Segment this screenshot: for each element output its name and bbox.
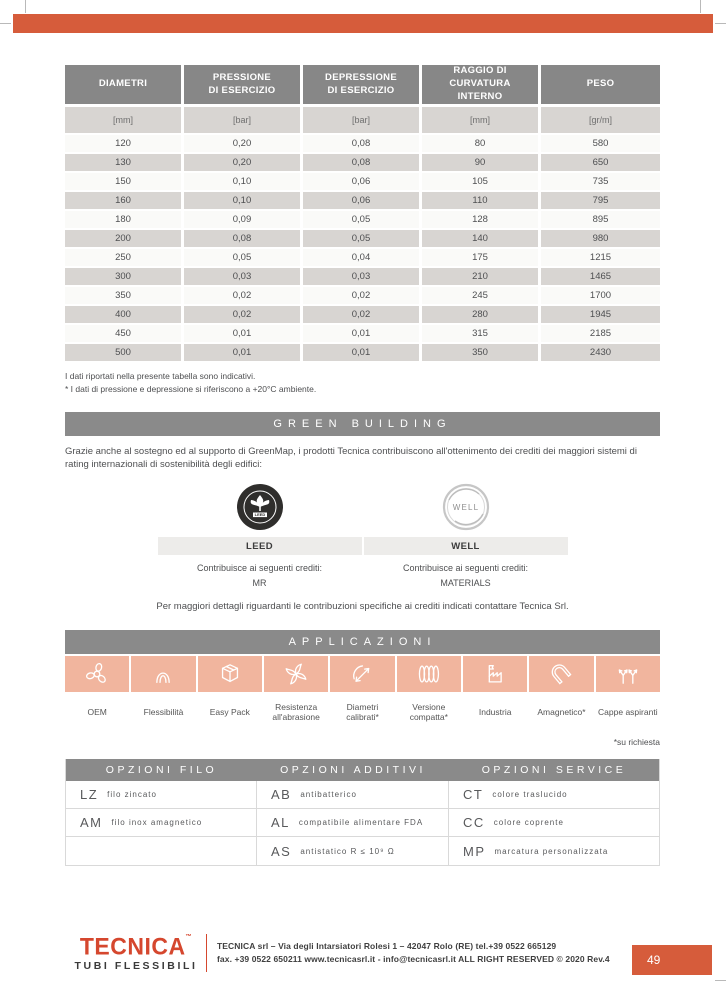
flexibility-arc-icon (131, 656, 195, 692)
option-code: AS (271, 843, 292, 859)
table-cell: 0,20 (184, 135, 303, 154)
application-label: Resistenza all'abrasione (264, 692, 328, 732)
leed-column (157, 481, 363, 588)
application-item (397, 656, 461, 732)
table-cell: 650 (541, 154, 660, 173)
application-label: Amagnetico* (529, 692, 593, 732)
table-cell: 0,10 (184, 192, 303, 211)
table-cell: 315 (422, 325, 541, 344)
table-row (65, 230, 660, 249)
table-cell: 110 (422, 192, 541, 211)
col-header-pressione: PRESSIONE DI ESERCIZIO (184, 65, 303, 107)
col-header-diametri: DIAMETRI (65, 65, 184, 107)
application-item (264, 656, 328, 732)
options-column-title: OPZIONI FILO (66, 759, 257, 781)
application-item (330, 656, 394, 732)
option-cell (257, 809, 449, 837)
table-cell: 120 (65, 135, 184, 154)
table-row (65, 192, 660, 211)
application-label: Versione compatta* (397, 692, 461, 732)
unit-cell: [gr/m] (541, 107, 660, 135)
table-cell: 250 (65, 249, 184, 268)
factory-icon (463, 656, 527, 692)
table-cell: 2430 (541, 344, 660, 363)
crop-mark (700, 0, 701, 13)
option-code: CC (463, 815, 485, 831)
option-description: colore coprente (493, 818, 564, 828)
trademark-symbol: ™ (185, 933, 193, 941)
certification-badges (65, 481, 660, 588)
table-cell: 0,02 (184, 287, 303, 306)
unit-cell: [mm] (422, 107, 541, 135)
option-cell (66, 781, 257, 809)
table-cell: 140 (422, 230, 541, 249)
table-cell: 0,02 (303, 306, 422, 325)
tecnica-logo (74, 931, 198, 972)
application-item (65, 656, 129, 732)
option-cell (257, 781, 449, 809)
table-cell: 0,01 (303, 344, 422, 363)
well-credits: MATERIALS (440, 578, 491, 589)
table-cell: 0,08 (184, 230, 303, 249)
unit-cell: [bar] (184, 107, 303, 135)
table-cell: 400 (65, 306, 184, 325)
well-label-band: WELL (364, 537, 568, 555)
caliper-icon (330, 656, 394, 692)
page-number-badge: 49 (632, 945, 712, 975)
page-footer (0, 928, 726, 978)
table-cell: 0,01 (184, 325, 303, 344)
applications-footnote: *su richiesta (613, 737, 660, 748)
application-item (529, 656, 593, 732)
unit-cell: [bar] (303, 107, 422, 135)
option-code: AM (80, 815, 103, 831)
table-cell: 0,01 (303, 325, 422, 344)
table-cell: 160 (65, 192, 184, 211)
table-cell: 0,05 (184, 249, 303, 268)
application-label: OEM (65, 692, 129, 732)
table-cell: 0,06 (303, 173, 422, 192)
table-row (65, 268, 660, 287)
package-icon (198, 656, 262, 692)
application-item (131, 656, 195, 732)
table-cell: 0,04 (303, 249, 422, 268)
table-cell: 980 (541, 230, 660, 249)
table-row (65, 325, 660, 344)
magnet-icon (529, 656, 593, 692)
table-cell: 200 (65, 230, 184, 249)
table-cell: 0,01 (184, 344, 303, 363)
table-cell: 175 (422, 249, 541, 268)
leed-credits: MR (252, 578, 267, 589)
application-item (463, 656, 527, 732)
coil-icon (397, 656, 461, 692)
table-cell: 0,08 (303, 154, 422, 173)
option-code: AL (271, 815, 290, 831)
company-address (217, 940, 610, 966)
table-cell: 895 (541, 211, 660, 230)
crop-mark (715, 980, 726, 981)
table-cell: 1215 (541, 249, 660, 268)
table-cell: 580 (541, 135, 660, 154)
crop-mark (0, 23, 11, 24)
option-cell (449, 809, 659, 837)
page-content (65, 65, 660, 866)
option-description: compatibile alimentare FDA (298, 818, 424, 828)
option-description: antistatico R ≤ 10⁹ Ω (300, 846, 395, 856)
col-header-depressione: DEPRESSIONE DI ESERCIZIO (303, 65, 422, 107)
table-row (65, 287, 660, 306)
leed-badge (235, 481, 285, 533)
table-cell: 450 (65, 325, 184, 344)
option-cell (66, 837, 257, 865)
option-description: colore traslucido (492, 790, 568, 800)
table-cell: 0,20 (184, 154, 303, 173)
application-label: Diametri calibrati* (330, 692, 394, 732)
table-cell: 500 (65, 344, 184, 363)
table-cell: 350 (65, 287, 184, 306)
logo-wordmark: TECNICA™ (79, 931, 193, 960)
table-cell: 795 (541, 192, 660, 211)
option-code: LZ (80, 787, 99, 803)
svg-text:WELL: WELL (452, 503, 479, 513)
option-description: filo inox amagnetico (111, 818, 203, 828)
top-accent-bar (13, 14, 713, 33)
well-credits-intro: Contribuisce ai seguenti crediti: (402, 563, 529, 574)
option-cell (449, 837, 659, 865)
table-cell: 245 (422, 287, 541, 306)
table-cell: 1945 (541, 306, 660, 325)
table-cell: 280 (422, 306, 541, 325)
green-building-header: GREEN BUILDING (65, 412, 660, 436)
options-column-title: OPZIONI SERVICE (449, 759, 659, 781)
option-cell (66, 809, 257, 837)
option-description: filo zincato (107, 790, 157, 800)
table-cell: 1700 (541, 287, 660, 306)
spec-table-body (65, 135, 660, 363)
table-notes (65, 370, 660, 396)
application-item (198, 656, 262, 732)
table-cell: 130 (65, 154, 184, 173)
options-section (65, 759, 660, 866)
table-cell: 0,06 (303, 192, 422, 211)
table-row (65, 249, 660, 268)
footer-divider (206, 934, 207, 972)
table-cell: 0,09 (184, 211, 303, 230)
table-row (65, 306, 660, 325)
applications-grid (65, 656, 660, 732)
table-cell: 0,05 (303, 211, 422, 230)
col-header-raggio: RAGGIO DI CURVATURA INTERNO (422, 65, 541, 107)
application-label: Flessibilità (131, 692, 195, 732)
table-cell: 0,02 (303, 287, 422, 306)
table-cell: 150 (65, 173, 184, 192)
table-row (65, 135, 660, 154)
leed-label-band: LEED (158, 537, 362, 555)
table-cell: 90 (422, 154, 541, 173)
option-cell (449, 781, 659, 809)
table-cell: 0,10 (184, 173, 303, 192)
option-cell (257, 837, 449, 865)
table-cell: 735 (541, 173, 660, 192)
col-header-peso: PESO (541, 65, 660, 107)
option-description: antibatterico (300, 790, 357, 800)
option-description: marcatura personalizzata (494, 846, 609, 856)
table-units-row (65, 107, 660, 135)
table-row (65, 211, 660, 230)
abrasion-icon (264, 656, 328, 692)
applications-header: APPLICAZIONI (65, 630, 660, 654)
table-cell: 210 (422, 268, 541, 287)
application-item (596, 656, 660, 732)
spec-table (65, 65, 660, 363)
logo-subtitle: TUBI FLESSIBILI (74, 959, 198, 972)
table-cell: 300 (65, 268, 184, 287)
well-badge (441, 481, 491, 533)
green-building-intro: Grazie anche al sostegno ed al supporto di GreenMap, i prodotti Tecnica contribuiscono all'ottenimento dei crediti dei maggiori sistemi di rating internazionali di sostenibilità degli edifici: (65, 445, 637, 471)
well-column (363, 481, 569, 588)
svg-text:LEED: LEED (254, 512, 265, 518)
table-note-1: I dati riportati nella presente tabella sono indicativi. (65, 371, 256, 381)
table-cell: 0,03 (303, 268, 422, 287)
table-cell: 0,03 (184, 268, 303, 287)
table-cell: 350 (422, 344, 541, 363)
table-row (65, 154, 660, 173)
table-cell: 0,08 (303, 135, 422, 154)
table-cell: 2185 (541, 325, 660, 344)
table-cell: 1465 (541, 268, 660, 287)
application-label: Cappe aspiranti (596, 692, 660, 732)
table-cell: 105 (422, 173, 541, 192)
options-column-title: OPZIONI ADDITIVI (257, 759, 449, 781)
table-cell: 0,05 (303, 230, 422, 249)
table-row (65, 344, 660, 363)
green-building-contact-note: Per maggiori dettagli riguardanti le contribuzioni specifiche ai crediti indicati contattare Tecnica Srl. (156, 601, 569, 613)
options-grid (66, 759, 659, 865)
table-note-2: * I dati di pressione e depressione si riferiscono a +20°C ambiente. (65, 383, 317, 394)
address-line-1: TECNICA srl – Via degli Intarsiatori Rolesi 1 – 42047 Rolo (RE) tel.+39 0522 665129 (217, 940, 557, 951)
table-cell: 0,02 (184, 306, 303, 325)
table-header-row (65, 65, 660, 107)
option-code: MP (463, 843, 486, 859)
crop-mark (25, 0, 26, 13)
application-label: Industria (463, 692, 527, 732)
table-cell: 80 (422, 135, 541, 154)
address-line-2: fax. +39 0522 650211 www.tecnicasrl.it - info@tecnicasrl.it ALL RIGHT RESERVED © 2020 Rev.4 (217, 954, 610, 964)
application-label: Easy Pack (198, 692, 262, 732)
table-row (65, 173, 660, 192)
option-code: AB (271, 787, 292, 803)
extraction-hood-icon (596, 656, 660, 692)
crop-mark (715, 23, 726, 24)
table-cell: 128 (422, 211, 541, 230)
fan-icon (65, 656, 129, 692)
unit-cell: [mm] (65, 107, 184, 135)
leed-credits-intro: Contribuisce ai seguenti crediti: (196, 563, 323, 574)
option-code: CT (463, 787, 484, 803)
table-cell: 180 (65, 211, 184, 230)
